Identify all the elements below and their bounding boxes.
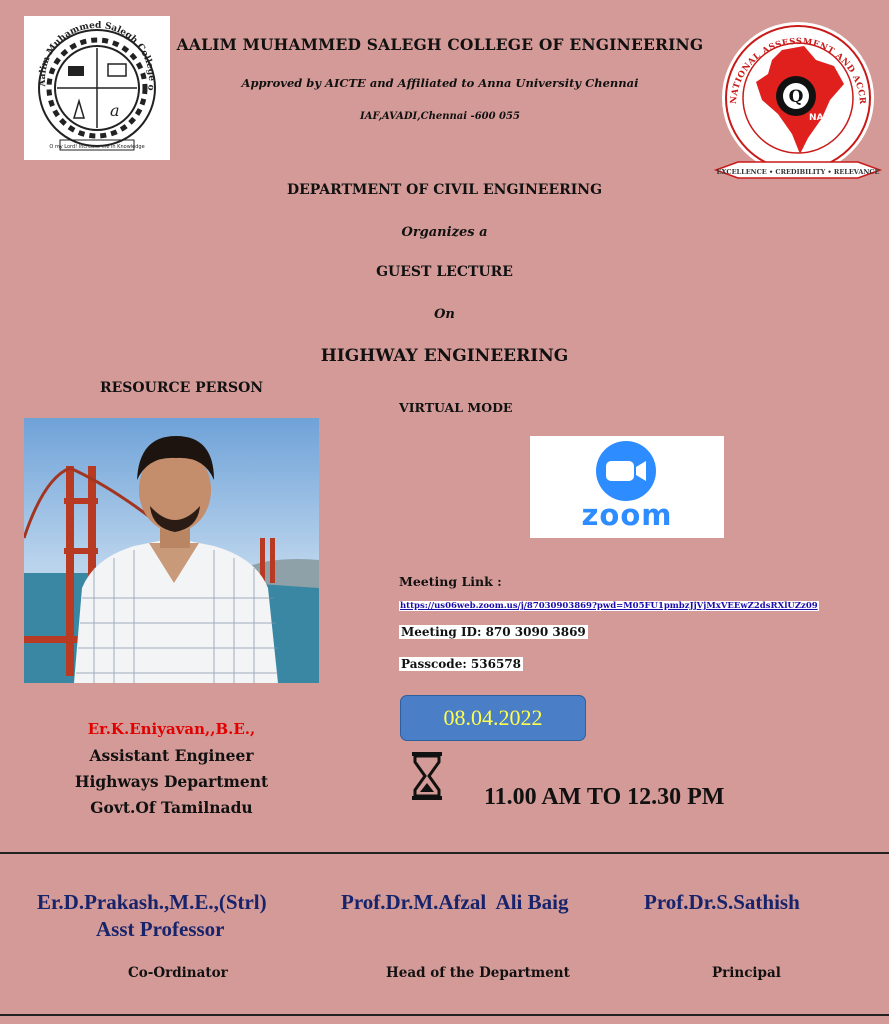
hod-role: Head of the Department xyxy=(386,965,570,981)
meeting-id: Meeting ID: 870 3090 3869 xyxy=(401,625,586,639)
event-date-badge: 08.04.2022 xyxy=(400,695,586,741)
speaker-department: Highways Department xyxy=(74,772,269,791)
zoom-wordmark: zoom xyxy=(581,498,673,532)
speaker-name: Er.K.Eniyavan,,B.E., xyxy=(87,720,256,738)
speaker-organization: Govt.Of Tamilnadu xyxy=(90,798,253,817)
virtual-mode-label: VIRTUAL MODE xyxy=(399,400,513,415)
naac-india-map-icon xyxy=(712,14,884,186)
college-approval: Approved by AICTE and Affiliated to Anna University Chennai xyxy=(241,76,639,90)
principal-name: Prof.Dr.S.Sathish xyxy=(644,890,800,914)
zoom-logo xyxy=(530,436,724,538)
speaker-photo xyxy=(24,418,319,683)
hourglass-icon xyxy=(412,752,442,800)
event-type: GUEST LECTURE xyxy=(376,264,513,280)
event-time: 11.00 AM TO 12.30 PM xyxy=(484,784,725,810)
speaker-photo-icon xyxy=(24,418,319,683)
svg-text:NATIONAL ASSESSMENT AND ACCRED: NATIONAL ASSESSMENT AND ACCR xyxy=(728,36,868,105)
coordinator-designation: Asst Professor xyxy=(96,917,225,941)
svg-text:Aalim Muhammed Salegh College: Aalim Muhammed Salegh College o xyxy=(37,20,157,92)
college-motto: O my Lord! Increase me in Knowledge xyxy=(49,144,145,150)
organizes-text: Organizes a xyxy=(401,225,488,240)
lecture-topic: HIGHWAY ENGINEERING xyxy=(320,346,569,366)
coordinator-name: Er.D.Prakash.,M.E.,(Strl) xyxy=(37,890,267,914)
meeting-link-label: Meeting Link : xyxy=(399,574,502,589)
svg-text:EXCELLENCE • CREDIBILITY • REL: EXCELLENCE • CREDIBILITY • RELEVANCE xyxy=(716,168,880,176)
college-emblem-icon xyxy=(24,16,170,160)
college-name: AALIM MUHAMMED SALEGH COLLEGE OF ENGINEERING xyxy=(176,35,704,54)
college-address: IAF,AVADI,Chennai -600 055 xyxy=(360,111,520,122)
hod-name: Prof.Dr.M.Afzal Ali Baig xyxy=(341,890,569,914)
meeting-passcode: Passcode: 536578 xyxy=(401,657,522,671)
svg-text:Q: Q xyxy=(788,87,804,107)
divider-top xyxy=(0,852,889,854)
on-text: On xyxy=(434,307,455,322)
meeting-link[interactable]: https://us06web.zoom.us/j/87030903869?pwd=M05FU1pmbzJjVjMxVEEwZ2dsRXlUZz09 xyxy=(400,601,818,611)
resource-person-heading: RESOURCE PERSON xyxy=(100,380,264,396)
college-logo xyxy=(24,16,170,160)
speaker-role: Assistant Engineer xyxy=(89,746,254,765)
svg-text:NAAC: NAAC xyxy=(808,113,838,123)
divider-bottom xyxy=(0,1014,889,1016)
naac-logo xyxy=(712,14,884,186)
zoom-camera-icon xyxy=(584,440,668,502)
department-title: DEPARTMENT OF CIVIL ENGINEERING xyxy=(286,182,603,198)
principal-role: Principal xyxy=(712,965,781,981)
coordinator-role: Co-Ordinator xyxy=(128,965,228,981)
svg-text:a: a xyxy=(110,101,120,120)
